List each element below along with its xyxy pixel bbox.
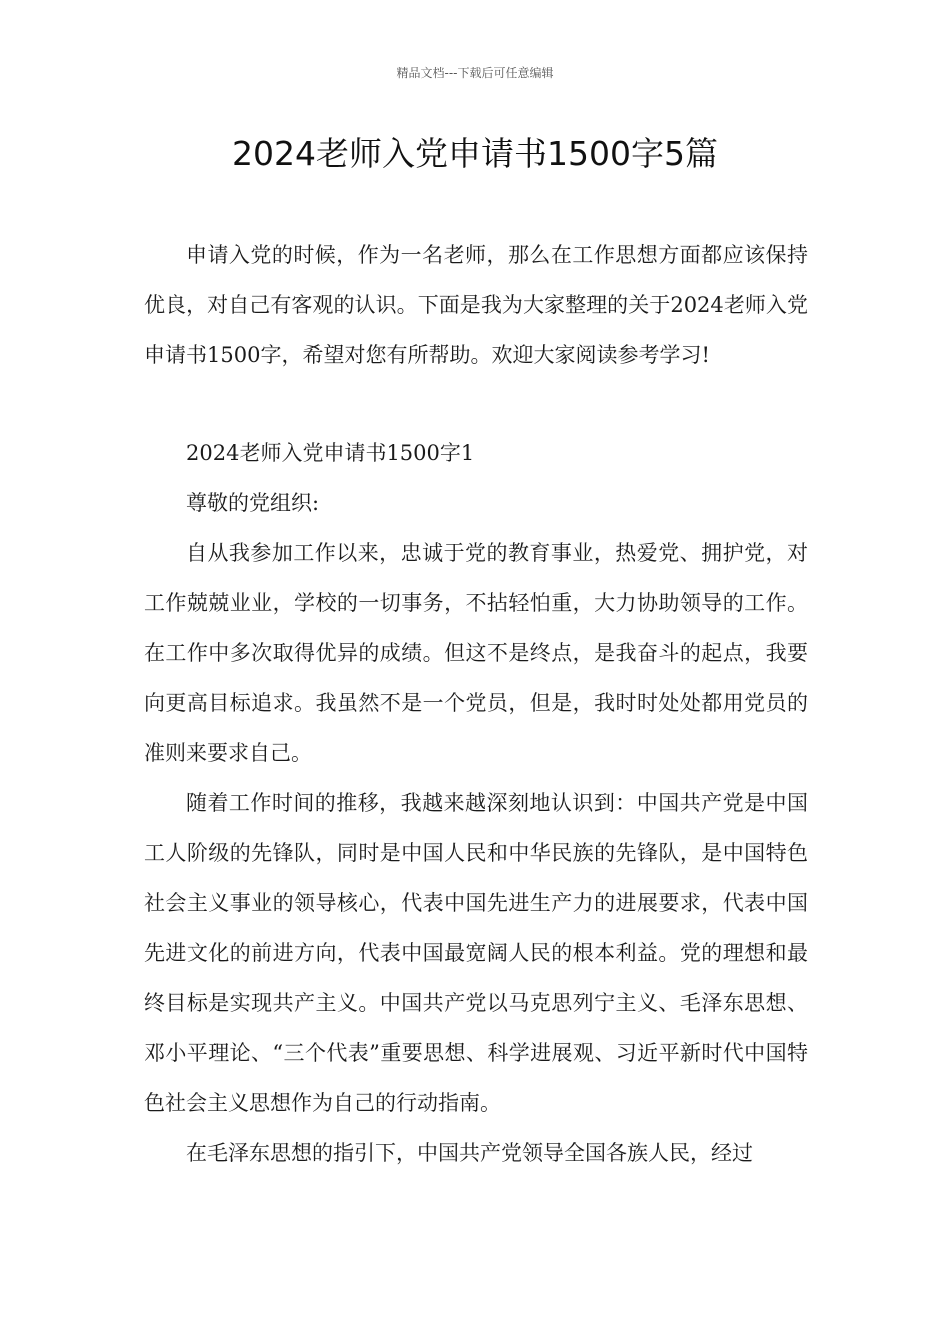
salutation: 尊敬的党组织: [186,491,320,515]
body-paragraph-2: 随着工作时间的推移，我越来越深刻地认识到：中国共产党是中国工人阶级的先锋队，同时是中国人民和中华民族的先锋队，是中国特色社会主义事业的领导核心，代表中国先进生产力的进展要求，代表中国先进文化的前进方向，代表中国最宽阔人民的根本利益。党的理想和最终目标是实现共产主义。中国共产党以马克思列宁主义、毛泽东思想、邓小平理论、“三个代表”重要思想、科学进展观、习近平新时代中国特色社会主义思想作为自己的行动指南。 [144,791,808,1115]
section-heading: 2024老师入党申请书1500字1 [186,441,475,465]
body-paragraph-3: 在毛泽东思想的指引下，中国共产党领导全国各族人民，经过 [186,1141,753,1165]
document-body [144,230,808,1178]
document-title: 2024老师入党申请书1500字5篇 [232,134,718,173]
body-paragraph-1: 自从我参加工作以来，忠诚于党的教育事业，热爱党、拥护党，对工作兢兢业业，学校的一切事务，不拈轻怕重，大力协助领导的工作。在工作中多次取得优异的成绩。但这不是终点，是我奋斗的起点，我要向更高目标追求。我虽然不是一个党员，但是，我时时处处都用党员的准则来要求自己。 [144,541,808,765]
header-note: 精品文档---下载后可任意编辑 [396,66,554,80]
intro-paragraph: 申请入党的时候，作为一名老师，那么在工作思想方面都应该保持优良，对自己有客观的认识。下面是我为大家整理的关于2024老师入党申请书1500字，希望对您有所帮助。欢迎大家阅读参考学习! [144,243,808,367]
